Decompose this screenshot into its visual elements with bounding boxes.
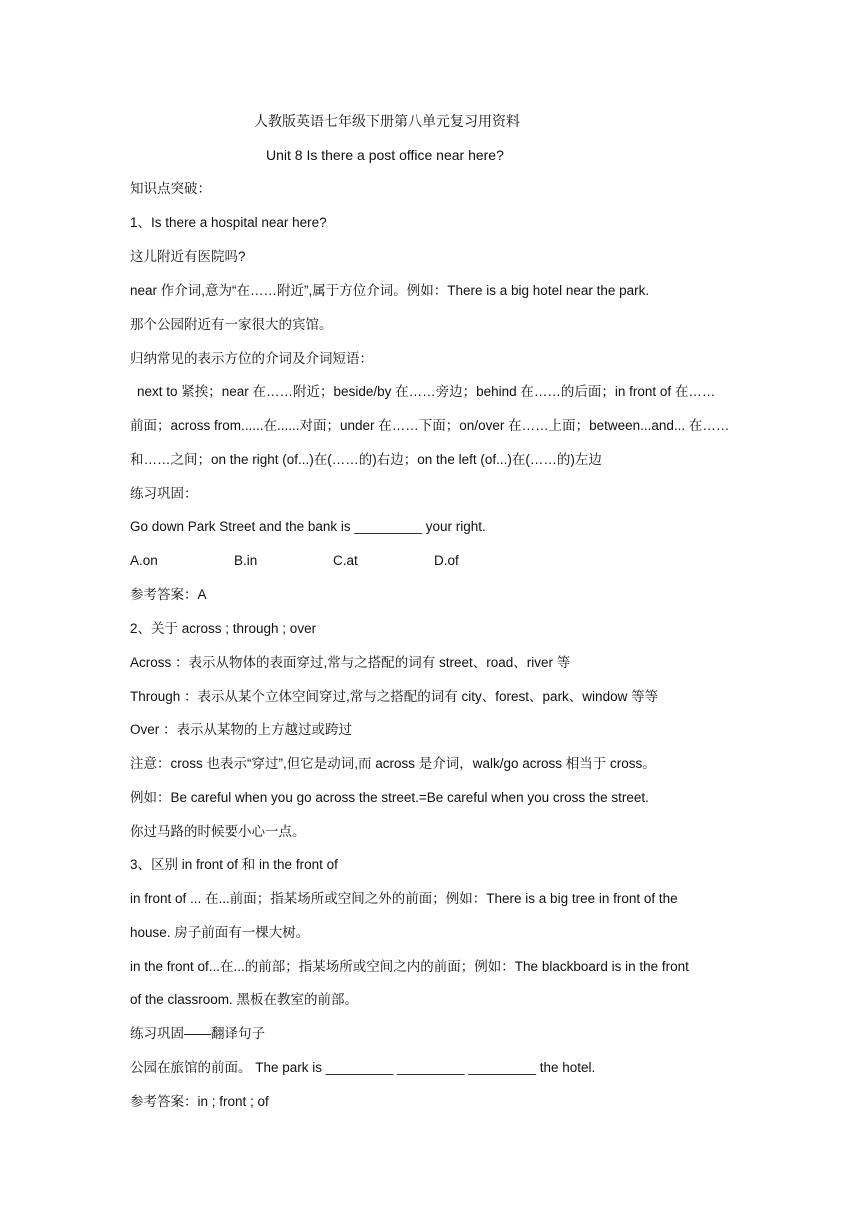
option-a: A.on bbox=[130, 553, 158, 568]
point3-line: in the front of...在...的前部；指某场所或空间之内的前面；例如：The blackboard is in the front bbox=[130, 959, 689, 974]
section-heading: 知识点突破： bbox=[130, 181, 211, 196]
point1-heading: 1、Is there a hospital near here? bbox=[130, 215, 327, 230]
point2-example-translation: 你过马路的时候要小心一点。 bbox=[130, 824, 306, 839]
point1-practice-heading: 练习巩固： bbox=[130, 486, 198, 501]
point1-answer: 参考答案：A bbox=[130, 587, 207, 602]
point3-answer: 参考答案：in ; front ; of bbox=[130, 1094, 269, 1109]
point1-example-translation: 那个公园附近有一家很大的宾馆。 bbox=[130, 317, 333, 332]
point2-across: Across ：表示从物体的表面穿过,常与之搭配的词有 street、road、river 等 bbox=[130, 655, 571, 670]
point3-heading: 3、区别 in front of 和 in the front of bbox=[130, 857, 338, 872]
point3-line: house. 房子前面有一棵大树。 bbox=[130, 925, 310, 940]
point3-practice-heading: 练习巩固——翻译句子 bbox=[130, 1026, 265, 1041]
option-d: D.of bbox=[434, 553, 459, 568]
point2-example: 例如：Be careful when you go across the street.=Be careful when you cross the street. bbox=[130, 790, 649, 805]
point2-through: Through ：表示从某个立体空间穿过,常与之搭配的词有 city、forest、park、window 等等 bbox=[130, 689, 659, 704]
option-b: B.in bbox=[234, 553, 258, 568]
point3-line: of the classroom. 黑板在教室的前部。 bbox=[130, 992, 359, 1007]
point2-note: 注意：cross 也表示“穿过”,但它是动词,而 across 是介词，walk/go across 相当于 cross。 bbox=[130, 756, 656, 771]
point1-translation: 这儿附近有医院吗? bbox=[130, 249, 246, 264]
document-subtitle: Unit 8 Is there a post office near here? bbox=[266, 147, 504, 163]
point2-over: Over ：表示从某物的上方越过或跨过 bbox=[130, 722, 353, 737]
option-c: C.at bbox=[333, 553, 358, 568]
point1-summary-line: next to 紧挨；near 在……附近；beside/by 在……旁边；behind 在……的后面；in front of 在…… bbox=[137, 384, 716, 399]
point3-question: 公园在旅馆的前面。 The park is _________ _________ _________ the hotel. bbox=[130, 1060, 596, 1075]
point2-heading: 2、关于 across ; through ; over bbox=[130, 621, 317, 636]
point1-explanation: near 作介词,意为“在……附近”,属于方位介词。例如：There is a big hotel near the park. bbox=[130, 283, 650, 298]
point1-question: Go down Park Street and the bank is _________ your right. bbox=[130, 519, 486, 534]
document-title: 人教版英语七年级下册第八单元复习用资料 bbox=[254, 113, 520, 129]
point1-summary-heading: 归纳常见的表示方位的介词及介词短语： bbox=[130, 351, 373, 366]
point1-summary-line: 前面；across from......在......对面；under 在……下面；on/over 在……上面；between...and... 在…… bbox=[130, 418, 730, 433]
point1-summary-line: 和……之间；on the right (of...)在(……的)右边；on the left (of...)在(……的)左边 bbox=[130, 452, 602, 467]
point3-line: in front of ... 在...前面；指某场所或空间之外的前面；例如：There is a big tree in front of the bbox=[130, 891, 678, 906]
